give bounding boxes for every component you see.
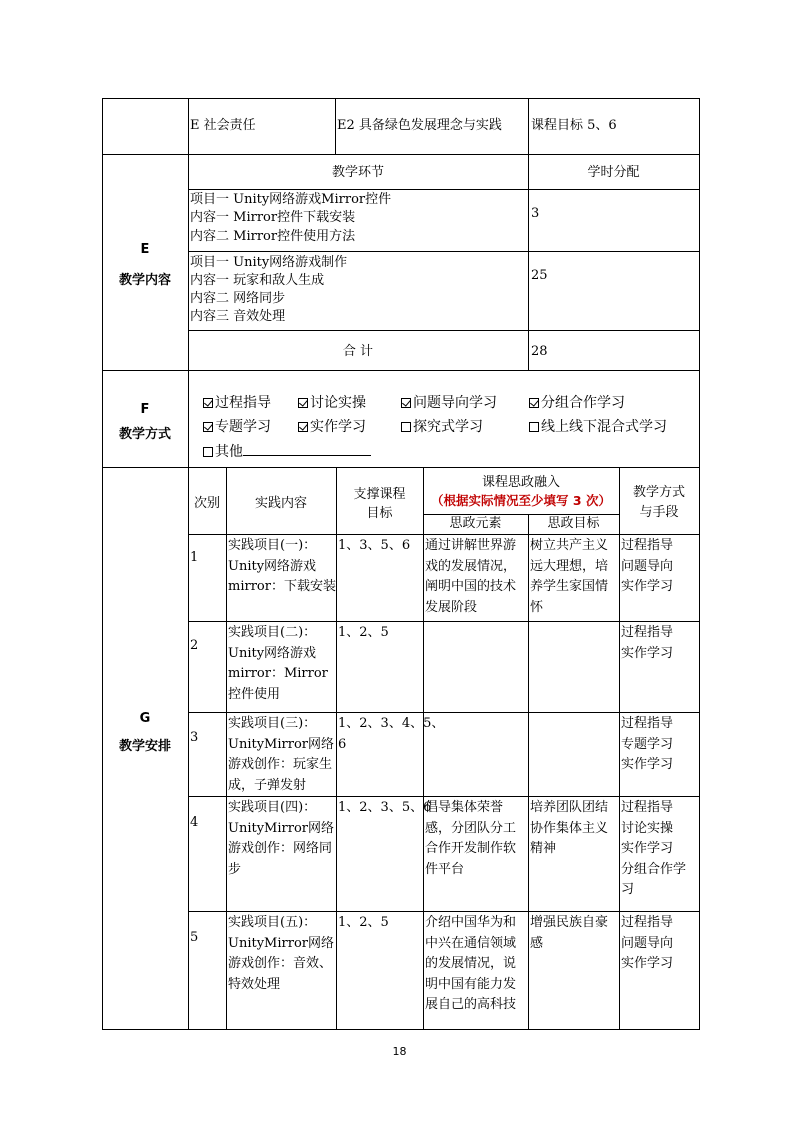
header-ideology: 课程思政融入	[481, 475, 560, 490]
table-border	[102, 154, 700, 155]
row-method-line: 问题导向	[621, 935, 674, 951]
row-method-line: 讨论实操	[621, 820, 674, 836]
method-option-group[interactable]	[529, 394, 625, 412]
row-content-line: 实践项目(三)：	[228, 716, 317, 731]
row-method	[621, 536, 673, 598]
option-label: 过程指导	[215, 395, 271, 411]
page-number: 18	[392, 1045, 407, 1058]
table-border	[102, 467, 700, 468]
table-border	[335, 98, 336, 154]
row-element-line: 件平台	[425, 861, 465, 877]
row-element-line: 的发展情况，说	[425, 956, 517, 971]
table-border	[528, 154, 529, 370]
method-option-blended[interactable]	[529, 418, 667, 436]
checkbox-empty-icon[interactable]	[401, 422, 411, 432]
row-method-line: 实作学习	[621, 579, 674, 594]
table-border	[188, 189, 700, 190]
row-target-line: 增强民族自豪	[530, 915, 609, 930]
row-seq: 5	[190, 930, 199, 945]
method-option-problem[interactable]	[401, 394, 497, 412]
row-element-line: 倡导集体荣誉	[425, 800, 504, 815]
row-method-line: 实作学习	[621, 956, 674, 971]
other-fill-line[interactable]	[243, 442, 371, 456]
row-target	[530, 536, 608, 618]
table-border	[528, 514, 529, 1030]
row-content-line: 步	[228, 861, 242, 877]
row-content-line: mirror：Mirror	[228, 666, 328, 681]
row-target-line: 精神	[530, 841, 557, 856]
row-method-line: 习	[621, 882, 635, 897]
row-content-line: 实践项目(二)：	[228, 625, 317, 640]
row-target-line: 远大理想，培	[530, 558, 609, 574]
row-target	[530, 913, 608, 954]
row-content	[228, 913, 334, 995]
section-e-code: E	[140, 242, 150, 257]
row-content-line: 实践项目(四)：	[228, 800, 317, 815]
method-option-practice[interactable]	[298, 418, 366, 436]
row-seq: 4	[190, 815, 199, 830]
row-target-line: 协作集体主义	[530, 820, 609, 836]
row-goal-line: 6	[338, 736, 347, 752]
header-element: 思政元素	[449, 516, 502, 531]
table-border	[336, 467, 337, 1030]
row-method-line: 过程指导	[621, 625, 674, 640]
row-content-line: 控件使用	[228, 686, 281, 702]
row-target-line: 怀	[530, 599, 544, 615]
row-content	[228, 623, 328, 705]
method-option-topic[interactable]	[203, 418, 271, 436]
checkbox-checked-icon[interactable]	[298, 422, 308, 432]
row-method	[621, 714, 673, 776]
section-f-code: F	[140, 402, 150, 417]
table-border	[528, 98, 529, 154]
row-method-line: 专题学习	[621, 736, 674, 752]
row-element-line: 感，分团队分工	[425, 820, 517, 836]
table-border	[188, 467, 189, 1030]
option-label: 其他	[215, 444, 243, 460]
checkbox-empty-icon[interactable]	[203, 447, 213, 457]
table-border	[102, 98, 103, 1030]
row-content-line: 特效处理	[228, 976, 281, 992]
content-line: 项目一 Unity网络游戏制作	[190, 255, 348, 270]
row-method-line: 过程指导	[621, 538, 674, 553]
row-content-line: Unity网络游戏	[228, 645, 317, 661]
section-e-header-hours: 学时分配	[587, 165, 640, 180]
content-line: 内容二 网络同步	[190, 291, 286, 306]
header-method-text: 教学方式与手段	[632, 485, 685, 520]
row-element	[425, 798, 516, 880]
row-element-line: 展自己的高科技	[425, 997, 517, 1012]
total-label: 合 计	[342, 344, 374, 359]
row-goal: 1、2、5	[338, 625, 389, 640]
row-target-line: 培养团队团结	[530, 800, 609, 815]
section-e-title: 教学内容	[118, 273, 171, 288]
row-content-line: 游戏创作：网络同	[228, 841, 333, 856]
row-method	[621, 798, 686, 901]
option-label: 探究式学习	[413, 419, 483, 435]
row-method-line: 问题导向	[621, 558, 674, 574]
row-element-line: 介绍中国华为和	[425, 915, 517, 930]
row-content-line: 实践项目(一)：	[228, 538, 317, 553]
row-goal: 1、3、5、6	[338, 538, 411, 553]
row-element-line: 明中国有能力发	[425, 976, 517, 992]
row-target-line: 树立共产主义	[530, 538, 609, 553]
row-seq: 2	[190, 638, 199, 653]
method-option-discussion[interactable]	[298, 394, 366, 412]
row-element	[425, 536, 516, 618]
table-border	[188, 796, 700, 797]
hours-value: 25	[531, 268, 548, 283]
table-border	[188, 712, 700, 713]
section-g-code: G	[139, 711, 151, 726]
section-e-header-link: 教学环节	[331, 165, 384, 180]
row-element-line: 合作开发制作软	[425, 841, 517, 856]
content-line: 内容一 玩家和敌人生成	[190, 273, 325, 288]
row-content-line: 成，子弹发射	[228, 777, 307, 793]
option-label: 线上线下混合式学习	[541, 419, 667, 435]
table-border	[102, 98, 700, 99]
row-content-line: 游戏创作：玩家生	[228, 757, 333, 772]
row-content-line: Unity网络游戏	[228, 558, 317, 574]
row-method-line: 实作学习	[621, 645, 674, 661]
header-ideology-note: （根据实际情况至少填写 3 次）	[431, 493, 611, 508]
option-label: 问题导向学习	[413, 395, 497, 411]
row-element-line: 发展阶段	[425, 599, 478, 615]
row-content-line: UnityMirror网络	[228, 736, 334, 752]
row-content-line: mirror：下载安装	[228, 579, 336, 594]
row-method	[621, 623, 673, 664]
checkbox-checked-icon[interactable]	[203, 398, 213, 408]
content-line: 项目一 Unity网络游戏Mirror控件	[190, 192, 392, 207]
row-element-line: 通过讲解世界游	[425, 538, 517, 553]
table-border	[188, 911, 700, 912]
option-label: 实作学习	[310, 419, 366, 435]
row-seq: 1	[190, 550, 199, 565]
top-row-indicator: E2 具备绿色发展理念与实践	[337, 118, 502, 133]
row-method	[621, 913, 673, 975]
row-element	[425, 913, 516, 1016]
checkbox-checked-icon[interactable]	[298, 398, 308, 408]
option-label: 专题学习	[215, 419, 271, 435]
table-border	[188, 534, 700, 535]
option-label: 讨论实操	[310, 395, 366, 411]
row-seq: 3	[190, 730, 199, 745]
row-method-line: 过程指导	[621, 915, 674, 930]
method-option-process[interactable]	[203, 394, 271, 412]
row-method-line: 实作学习	[621, 757, 674, 772]
row-element-line: 中兴在通信领域	[425, 935, 517, 951]
table-border	[102, 1029, 700, 1030]
row-content	[228, 714, 334, 796]
header-seq: 次别	[193, 496, 220, 511]
row-target-line: 养学生家国情	[530, 579, 609, 594]
top-row-category: E 社会责任	[190, 118, 256, 133]
checkbox-checked-icon[interactable]	[203, 422, 213, 432]
content-line: 内容一 Mirror控件下载安装	[190, 210, 356, 225]
row-content-line: UnityMirror网络	[228, 820, 334, 836]
row-goal: 1、2、3、5、6	[338, 800, 432, 815]
row-element-line: 阐明中国的技术	[425, 579, 517, 594]
table-border	[188, 330, 700, 331]
row-content	[228, 536, 336, 598]
row-method-line: 分组合作学	[621, 861, 687, 877]
checkbox-empty-icon[interactable]	[529, 422, 539, 432]
section-f-title: 教学方式	[118, 427, 171, 442]
row-content-line: UnityMirror网络	[228, 935, 334, 951]
row-target	[530, 798, 608, 860]
row-goal: 1、2、5	[338, 915, 389, 930]
row-goal-line: 1、2、3、4、5、	[338, 716, 445, 731]
row-content-line: 游戏创作：音效、	[228, 956, 333, 971]
content-line: 内容二 Mirror控件使用方法	[190, 229, 356, 244]
table-border	[226, 467, 227, 1030]
row-method-line: 过程指导	[621, 716, 674, 731]
row-element-line: 戏的发展情况，	[425, 558, 517, 574]
row-target-line: 感	[530, 935, 544, 951]
table-border	[699, 98, 700, 1030]
total-value: 28	[531, 344, 548, 359]
header-content: 实践内容	[254, 496, 307, 511]
table-border	[188, 621, 700, 622]
row-content	[228, 798, 334, 880]
option-label: 分组合作学习	[541, 395, 625, 411]
hours-value: 3	[531, 206, 540, 221]
header-goal	[336, 485, 423, 523]
row-content-line: 实践项目(五)：	[228, 915, 317, 930]
checkbox-checked-icon[interactable]	[401, 398, 411, 408]
table-border	[102, 370, 700, 371]
method-option-other[interactable]	[203, 442, 371, 461]
row-method-line: 实作学习	[621, 841, 674, 856]
top-row-goals: 课程目标 5、6	[531, 118, 617, 133]
table-border	[619, 467, 620, 1030]
row-method-line: 过程指导	[621, 800, 674, 815]
content-line: 内容三 音效处理	[190, 309, 286, 324]
row-goal	[338, 714, 444, 755]
header-goal-text: 支撑课程目标	[353, 487, 406, 521]
table-border	[188, 251, 700, 252]
header-method	[619, 483, 699, 523]
checkbox-checked-icon[interactable]	[529, 398, 539, 408]
section-g-title: 教学安排	[118, 739, 171, 754]
method-option-inquiry[interactable]	[401, 418, 483, 436]
header-target: 思政目标	[547, 516, 600, 531]
